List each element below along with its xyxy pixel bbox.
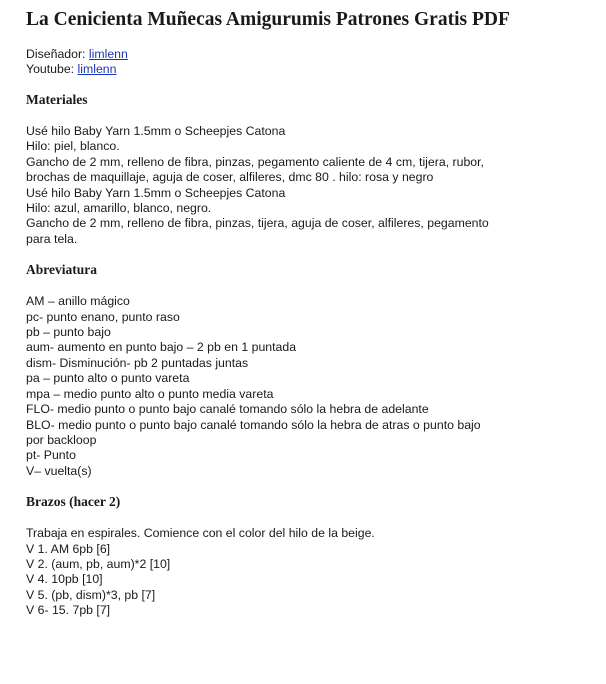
materiales-line: Hilo: piel, blanco. xyxy=(26,139,120,154)
materiales-line: Usé hilo Baby Yarn 1.5mm o Scheepjes Catona xyxy=(26,124,286,138)
designer-label: Diseñador: xyxy=(26,47,89,61)
youtube-label: Youtube: xyxy=(26,62,78,76)
brazos-line: Trabaja en espirales. Comience con el color del hilo de la beige. xyxy=(26,526,375,541)
abreviatura-line: FLO- medio punto o punto bajo canalé tomando sólo la hebra de adelante xyxy=(26,402,429,417)
materiales-line: Gancho de 2 mm, relleno de fibra, pinzas, pegamento caliente de 4 cm, tijera, rubor, xyxy=(26,154,484,169)
materiales-line: Hilo: azul, amarillo, blanco, negro. xyxy=(26,201,212,216)
abreviatura-line: pa – punto alto o punto vareta xyxy=(26,371,190,386)
materiales-line: para tela. xyxy=(26,231,78,246)
document-page xyxy=(26,8,586,634)
materiales-heading: Materiales xyxy=(26,92,88,107)
brazos-line: V 4. 10pb [10] xyxy=(26,572,103,587)
abreviatura-heading: Abreviatura xyxy=(26,262,97,278)
brazos-line: V 6- 15. 7pb [7] xyxy=(26,603,111,618)
brazos-line: V 5. (pb, dism)*3, pb [7] xyxy=(26,587,156,602)
abreviatura-list xyxy=(26,294,586,479)
materiales-line: brochas de maquillaje, aguja de coser, alfileres, dmc 80 . hilo: rosa y negro xyxy=(26,170,434,185)
brazos-line: V 1. AM 6pb [6] xyxy=(26,541,111,556)
abreviatura-line: pc- punto enano, punto raso xyxy=(26,309,180,324)
youtube-line xyxy=(26,62,586,77)
brazos-list xyxy=(26,526,586,618)
materiales-line: Usé hilo Baby Yarn 1.5mm o Scheepjes Catona xyxy=(26,185,286,200)
abreviatura-line: mpa – medio punto alto o punto media vareta xyxy=(26,386,274,401)
abreviatura-line: aum- aumento en punto bajo – 2 pb en 1 puntada xyxy=(26,340,297,355)
abreviatura-line: por backloop xyxy=(26,432,97,447)
abreviatura-line: V– vuelta(s) xyxy=(26,463,92,478)
brazos-heading: Brazos (hacer 2) xyxy=(26,494,121,510)
abreviatura-line: AM – anillo mágico xyxy=(26,294,130,309)
credits xyxy=(26,47,586,77)
abreviatura-line: dism- Disminución- pb 2 puntadas juntas xyxy=(26,355,249,370)
abreviatura-line: pt- Punto xyxy=(26,448,76,463)
page-title: La Cenicienta Muñecas Amigurumis Patrones Gratis PDF xyxy=(26,9,510,30)
designer-line xyxy=(26,47,586,62)
abreviatura-line: pb – punto bajo xyxy=(26,325,111,340)
materiales-line: Gancho de 2 mm, relleno de fibra, pinzas, tijera, aguja de coser, alfileres, pegamento xyxy=(26,216,489,231)
abreviatura-line: BLO- medio punto o punto bajo canalé tomando sólo la hebra de atras o punto bajo xyxy=(26,417,481,432)
brazos-line: V 2. (aum, pb, aum)*2 [10] xyxy=(26,556,171,571)
designer-link[interactable]: limlenn xyxy=(88,47,128,61)
youtube-link[interactable]: limlenn xyxy=(77,62,117,76)
materiales-list xyxy=(26,124,586,247)
